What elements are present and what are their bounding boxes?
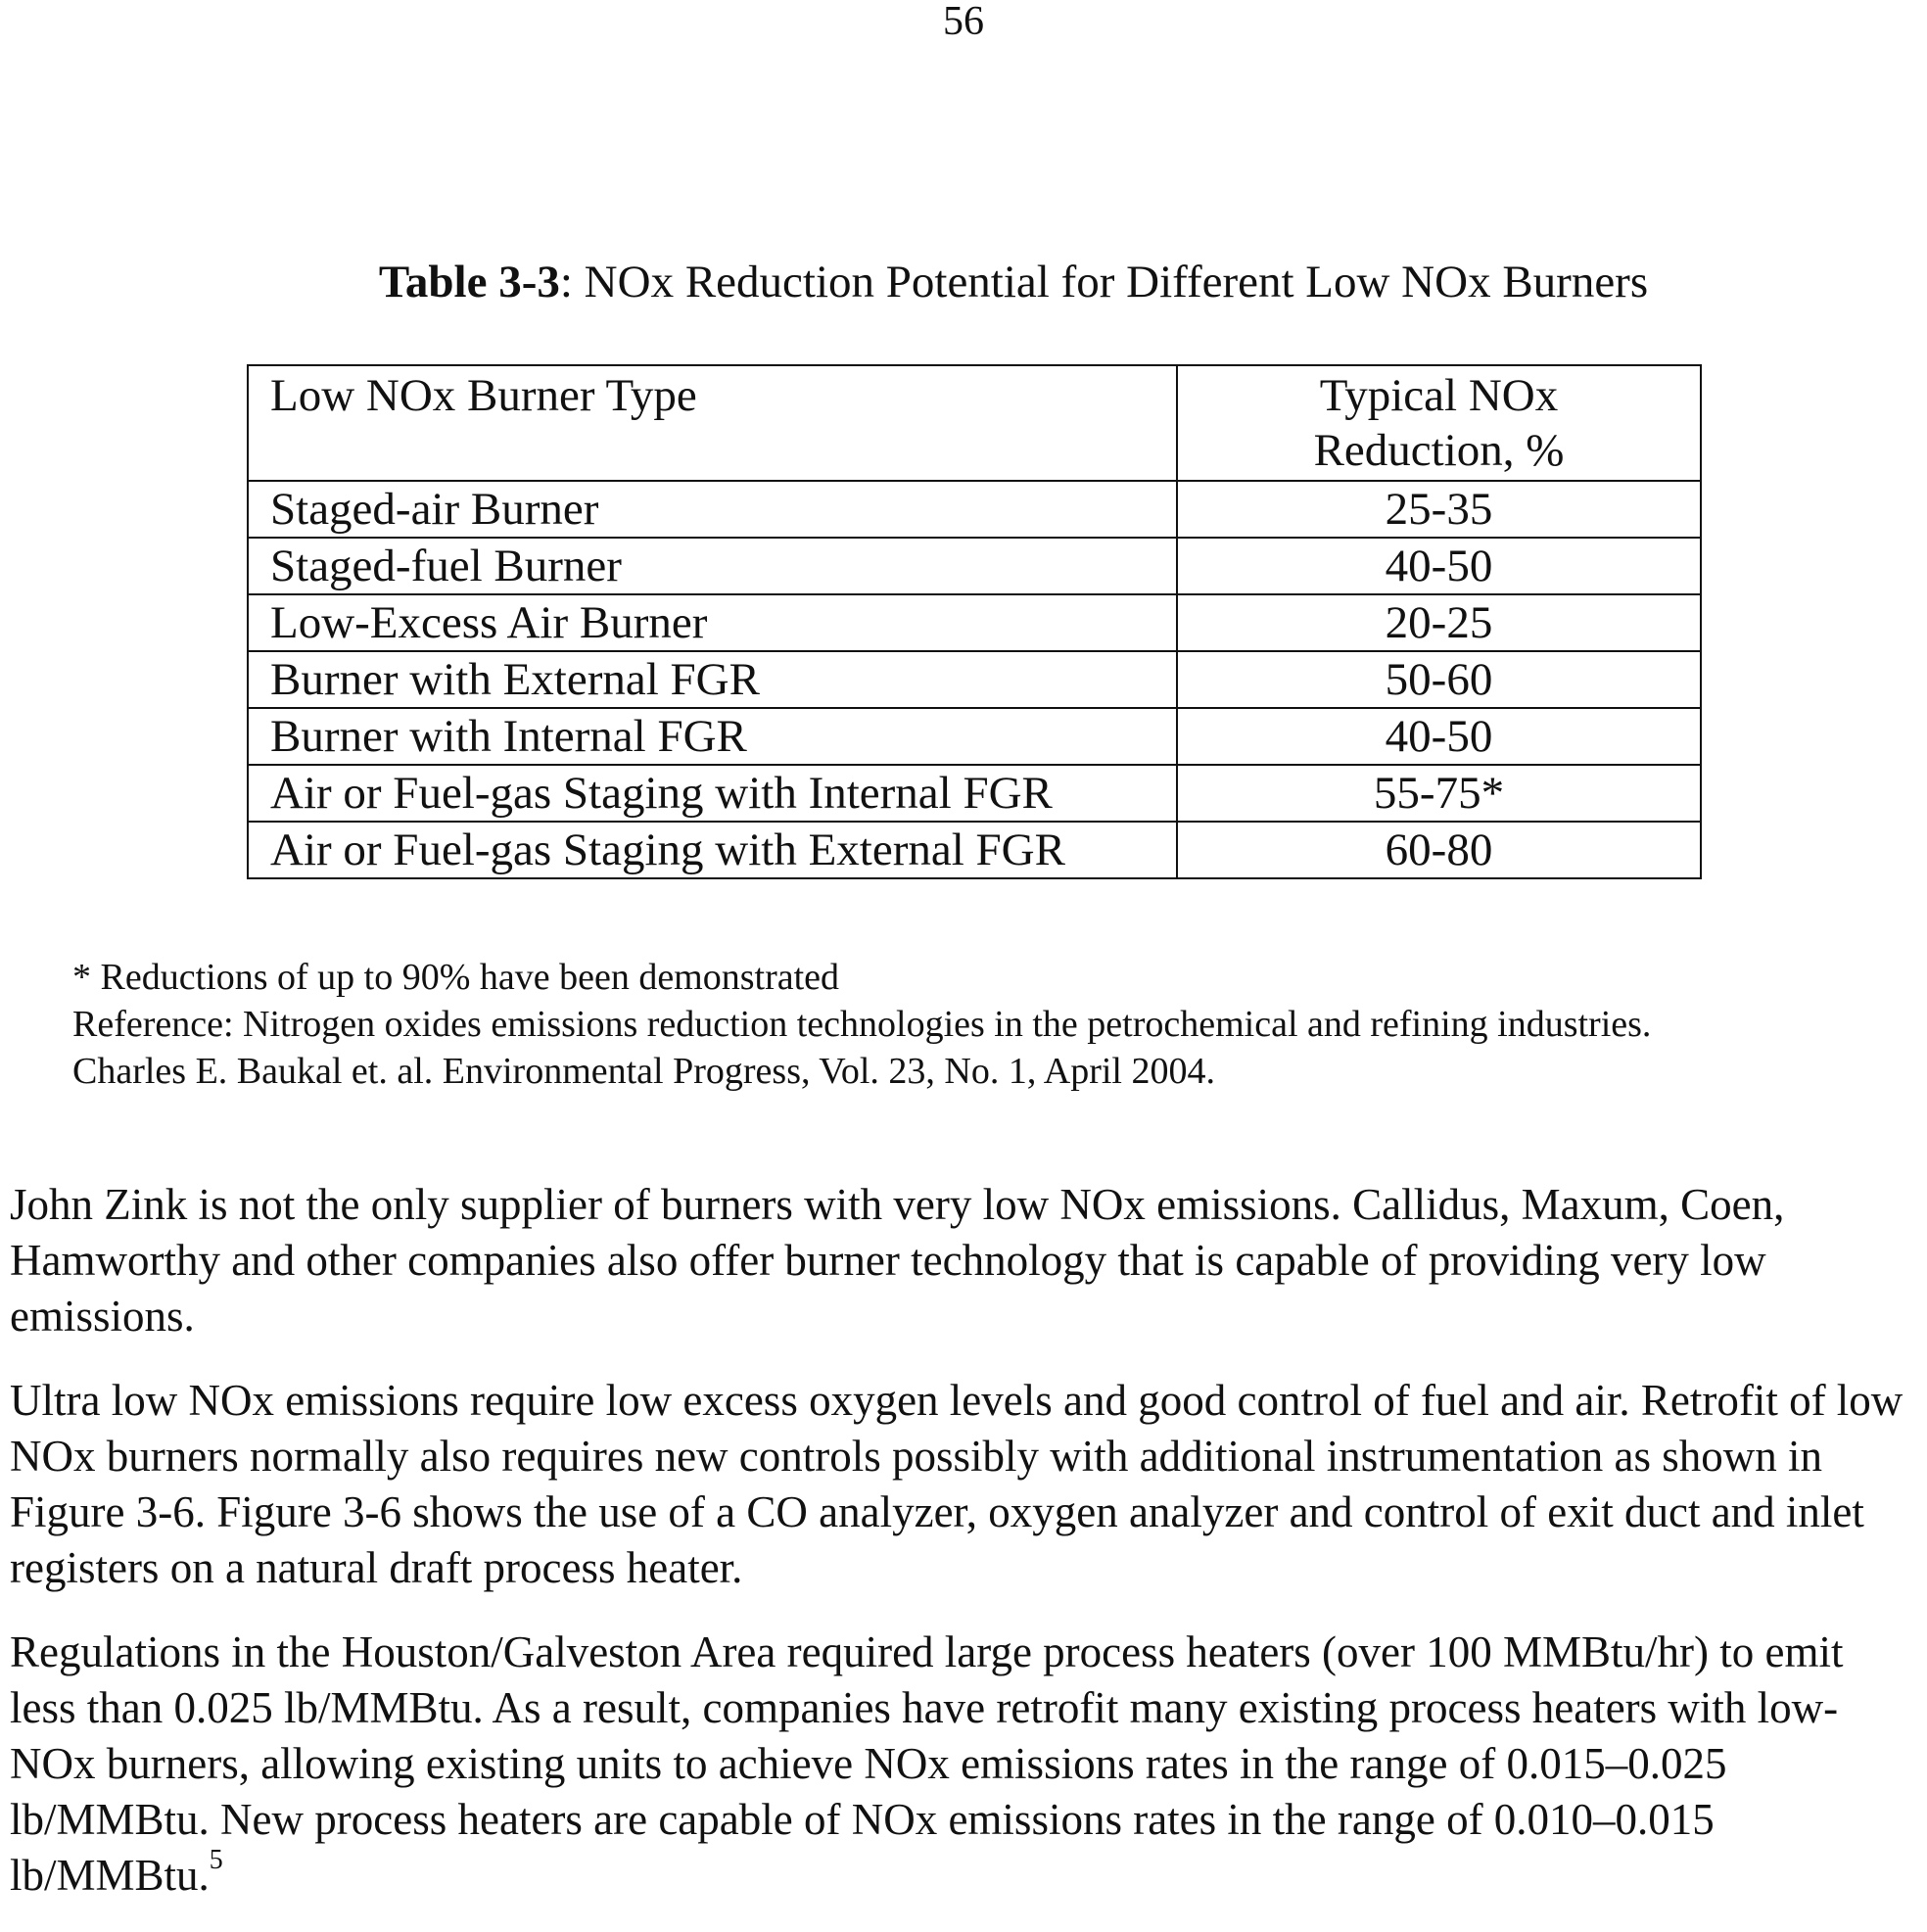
footnote-reference: 5 — [209, 1845, 223, 1875]
table-row — [248, 708, 1701, 765]
cell-burner-type: Low-Excess Air Burner — [248, 594, 1177, 651]
cell-reduction: 40-50 — [1177, 708, 1701, 765]
table-row — [248, 594, 1701, 651]
cell-burner-type: Air or Fuel-gas Staging with External FGR — [248, 822, 1177, 878]
cell-burner-type: Burner with Internal FGR — [248, 708, 1177, 765]
paragraph — [10, 1625, 1919, 1904]
paragraph-text: Regulations in the Houston/Galveston Area required large process heaters (over 100 MMBtu/hr) to emit less than 0.025 lb/MMBtu. As a result, companies have retrofit many existing process heaters with low-NOx burners, allowing existing units to achieve NOx emissions rates in the range of 0.015–0.025 lb/MMBtu. New process heaters are capable of NOx emissions rates in the range of 0.010–0.015 lb/MMBtu. — [10, 1627, 1844, 1900]
cell-burner-type: Air or Fuel-gas Staging with Internal FGR — [248, 765, 1177, 822]
cell-reduction: 20-25 — [1177, 594, 1701, 651]
cell-reduction: 55-75* — [1177, 765, 1701, 822]
table-row — [248, 822, 1701, 878]
cell-burner-type: Burner with External FGR — [248, 651, 1177, 708]
header-reduction-line1: Typical NOx — [1319, 370, 1559, 421]
reference-line-2: Charles E. Baukal et. al. Environmental Progress, Vol. 23, No. 1, April 2004. — [72, 1051, 1215, 1092]
nox-reduction-table — [247, 364, 1702, 879]
table-notes — [72, 954, 1894, 1095]
header-typical-reduction — [1177, 365, 1701, 481]
table-caption-label: Table 3-3 — [378, 257, 560, 307]
paragraph: John Zink is not the only supplier of burners with very low NOx emissions. Callidus, Maxum, Coen, Hamworthy and other companies also offer burner technology that is capable of providing very low emissions. — [10, 1180, 1785, 1341]
cell-reduction: 40-50 — [1177, 538, 1701, 594]
table-row — [248, 765, 1701, 822]
table-footnote: * Reductions of up to 90% have been demonstrated — [72, 957, 840, 998]
cell-burner-type: Staged-fuel Burner — [248, 538, 1177, 594]
cell-reduction: 25-35 — [1177, 481, 1701, 538]
table-header-row — [248, 365, 1701, 481]
cell-burner-type: Staged-air Burner — [248, 481, 1177, 538]
page-number: 56 — [943, 0, 984, 44]
paragraph: Ultra low NOx emissions require low excess oxygen levels and good control of fuel and air. Retrofit of low NOx burners normally also requires new controls possibly with additional instrumentation as shown in Figure 3-6. Figure 3-6 shows the use of a CO analyzer, oxygen analyzer and control of exit duct and inlet registers on a natural draft process heater. — [10, 1376, 1904, 1592]
header-reduction-line2: Reduction, % — [1313, 425, 1565, 476]
cell-reduction: 60-80 — [1177, 822, 1701, 878]
table-row — [248, 538, 1701, 594]
table-row — [248, 651, 1701, 708]
reference-line-1: Reference: Nitrogen oxides emissions reduction technologies in the petrochemical and refining industries. — [72, 1004, 1652, 1045]
body-text — [10, 1177, 1919, 1932]
cell-reduction: 50-60 — [1177, 651, 1701, 708]
table-caption-text: : NOx Reduction Potential for Different Low NOx Burners — [559, 257, 1649, 307]
table-row — [248, 481, 1701, 538]
header-burner-type: Low NOx Burner Type — [248, 365, 1177, 481]
table-caption — [0, 257, 1927, 307]
